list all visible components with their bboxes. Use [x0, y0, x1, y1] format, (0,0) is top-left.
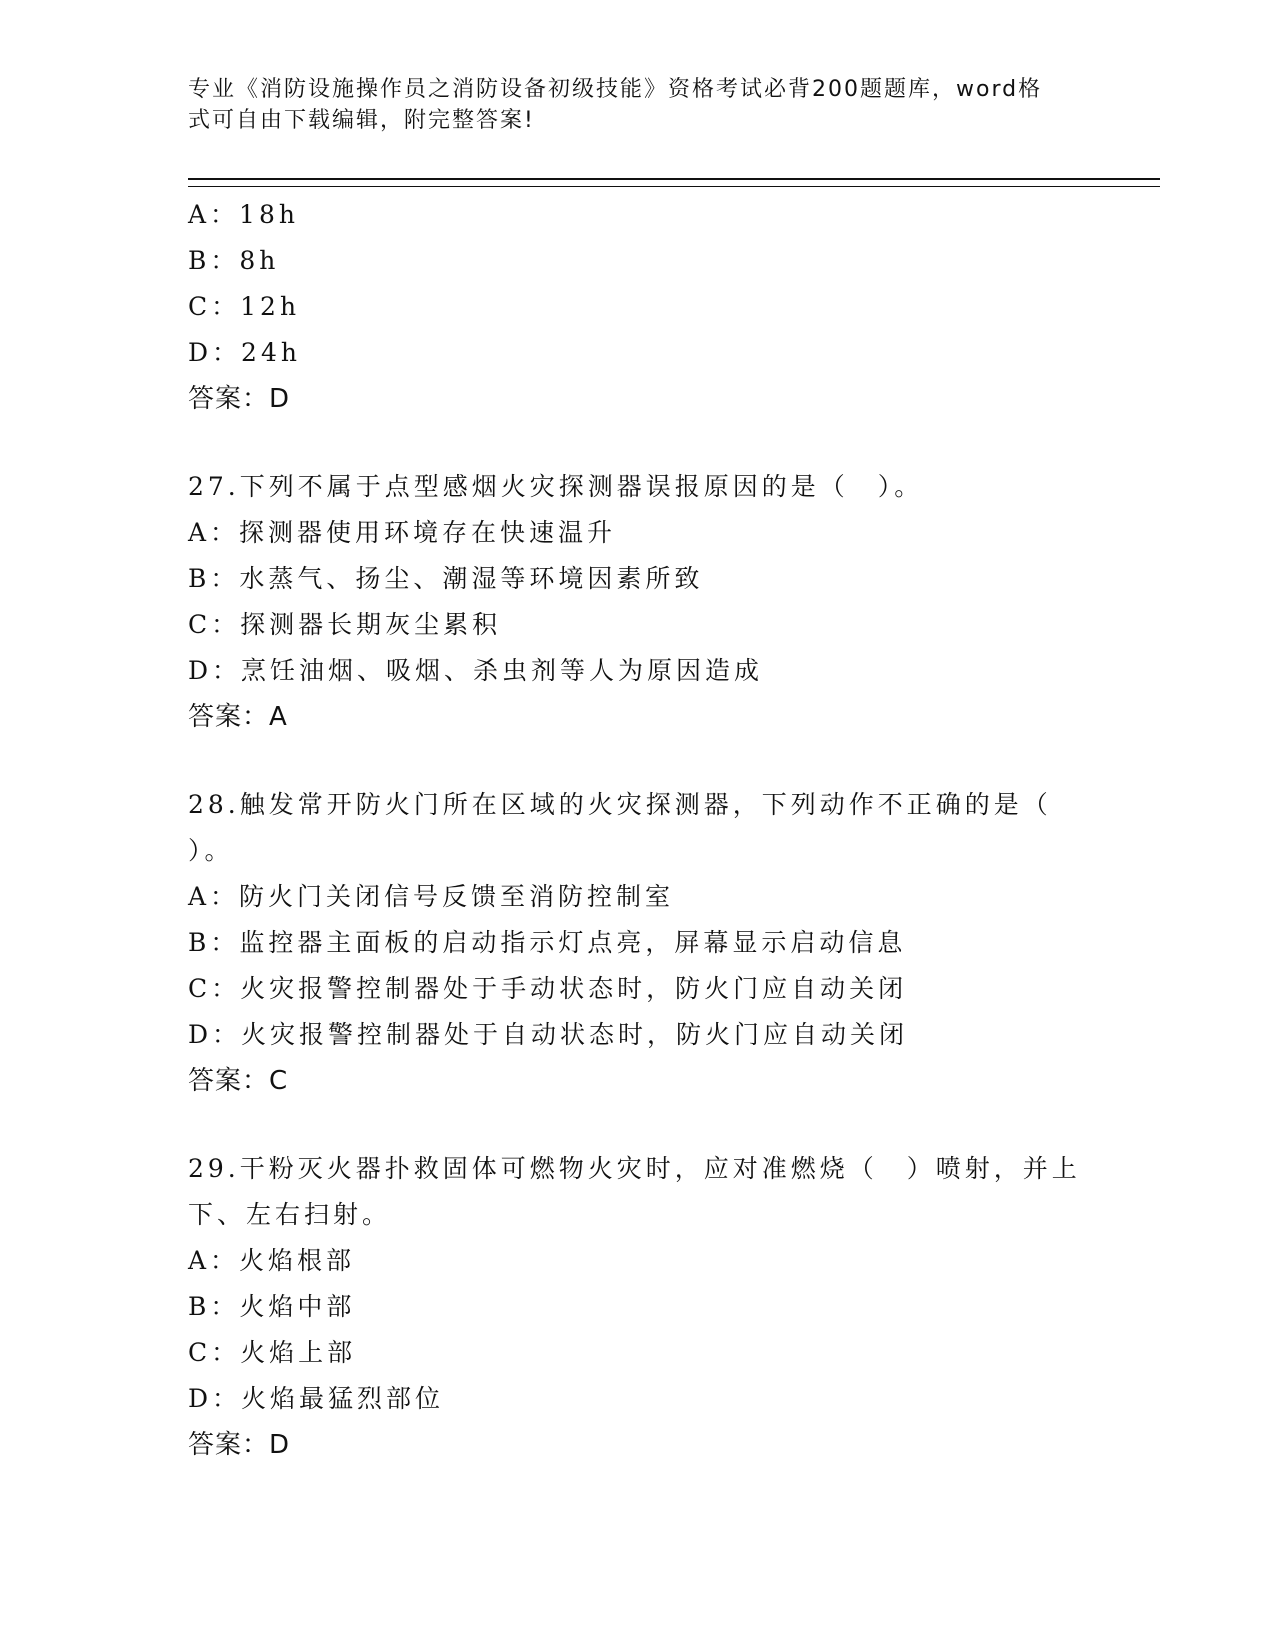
option-a: A：探测器使用环境存在快速温升 — [188, 518, 617, 547]
question-stem — [188, 782, 1088, 874]
question-stem-line: 28.触发常开防火门所在区域的火灾探测器，下列动作不正确的是（ — [188, 790, 1052, 819]
question-27 — [188, 464, 1088, 740]
header-line-1: 专业《消防设施操作员之消防设备初级技能》资格考试必背200题题库，word格 — [188, 77, 1043, 102]
option-a: A：18h — [188, 200, 299, 229]
option-d: D：火焰最猛烈部位 — [188, 1384, 445, 1413]
question-stem-line: 下、左右扫射。 — [188, 1200, 392, 1229]
header-line-2: 式可自由下载编辑，附完整答案! — [188, 108, 535, 133]
answer-line: 答案：A — [188, 702, 288, 732]
option-d: D：24h — [188, 338, 301, 367]
question-continuation — [188, 192, 1088, 422]
option-b: B：监控器主面板的启动指示灯点亮，屏幕显示启动信息 — [188, 928, 907, 957]
question-list — [188, 192, 1088, 1468]
option-d: D：火灾报警控制器处于自动状态时，防火门应自动关闭 — [188, 1020, 909, 1049]
option-a: A：火焰根部 — [188, 1246, 356, 1275]
option-c: C：火焰上部 — [188, 1338, 357, 1367]
option-a: A：防火门关闭信号反馈至消防控制室 — [188, 882, 675, 911]
question-stem-line: 29.干粉灭火器扑救固体可燃物火灾时，应对准燃烧（ ）喷射，并上 — [188, 1154, 1081, 1183]
answer-line: 答案：C — [188, 1066, 289, 1096]
option-b: B：火焰中部 — [188, 1292, 356, 1321]
option-b: B：8h — [188, 246, 280, 275]
option-b: B：水蒸气、扬尘、潮湿等环境因素所致 — [188, 564, 704, 593]
option-d: D：烹饪油烟、吸烟、杀虫剂等人为原因造成 — [188, 656, 764, 685]
page-header — [188, 74, 1088, 136]
option-c: C：探测器长期灰尘累积 — [188, 610, 502, 639]
answer-line: 答案：D — [188, 1430, 291, 1460]
answer-line: 答案：D — [188, 384, 291, 414]
question-stem — [188, 464, 1088, 510]
question-stem-line: 27.下列不属于点型感烟火灾探测器误报原因的是（ ）。 — [188, 472, 924, 501]
question-stem-line: ）。 — [188, 836, 234, 865]
question-29 — [188, 1146, 1088, 1468]
question-stem — [188, 1146, 1088, 1238]
header-divider — [188, 178, 1160, 187]
option-c: C：12h — [188, 292, 301, 321]
question-28 — [188, 782, 1088, 1104]
option-c: C：火灾报警控制器处于手动状态时，防火门应自动关闭 — [188, 974, 908, 1003]
